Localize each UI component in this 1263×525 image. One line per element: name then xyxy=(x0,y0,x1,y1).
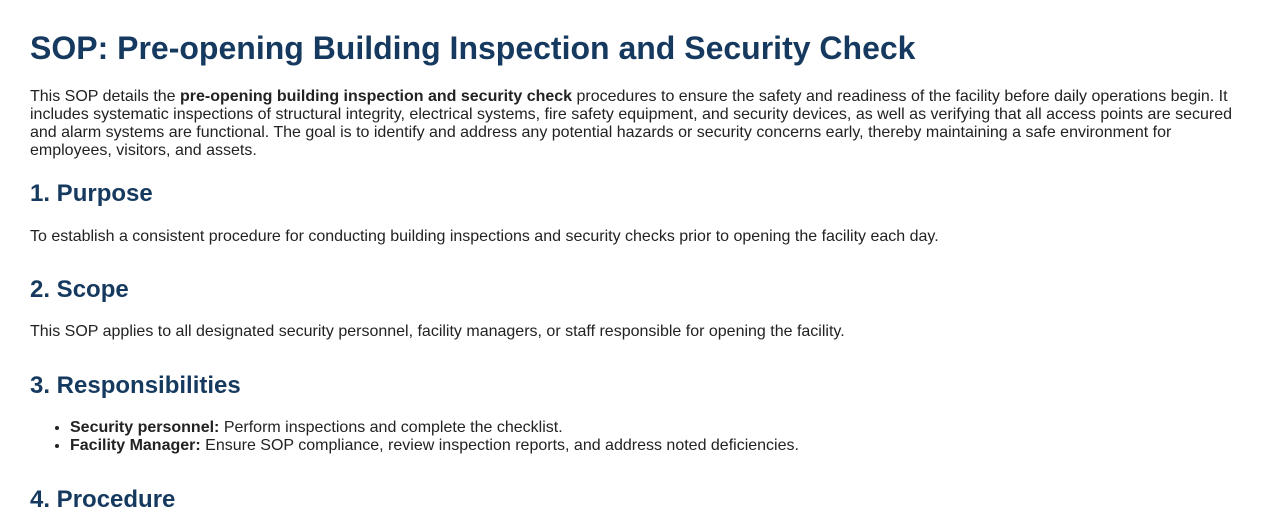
page-title: SOP: Pre-opening Building Inspection and Security Check xyxy=(30,30,916,66)
list-item-role: Security personnel: xyxy=(70,419,220,436)
responsibilities-list xyxy=(30,419,799,455)
list-item-role: Facility Manager: xyxy=(70,437,201,454)
list-item xyxy=(70,419,799,437)
intro-paragraph xyxy=(30,88,1235,160)
list-item-text: Perform inspections and complete the checklist. xyxy=(219,419,563,436)
section-text-purpose: To establish a consistent procedure for conducting building inspections and security checks prior to opening the facility each day. xyxy=(30,228,939,245)
intro-text-before: This SOP details the xyxy=(30,88,180,105)
list-item-text: Ensure SOP compliance, review inspection reports, and address noted deficiencies. xyxy=(200,437,799,454)
section-heading-responsibilities: 3. Responsibilities xyxy=(30,372,241,399)
list-item xyxy=(70,437,799,455)
section-heading-purpose: 1. Purpose xyxy=(30,180,153,207)
section-heading-procedure: 4. Procedure xyxy=(30,486,176,513)
section-text-scope: This SOP applies to all designated security personnel, facility managers, or staff responsible for opening the facility. xyxy=(30,323,845,340)
section-heading-scope: 2. Scope xyxy=(30,276,129,303)
intro-text-bold: pre-opening building inspection and security check xyxy=(180,88,573,105)
intro-text-after: procedures to ensure the safety and readiness of the facility before daily operations begin. It includes systematic inspections of structural integrity, electrical systems, fire safety equipment, and security devices, as well as verifying that all access points are secured and alarm systems are functional. The goal is to identify and address any potential hazards or security concerns early, thereby maintaining a safe environment for employees, visitors, and assets. xyxy=(30,88,1232,159)
